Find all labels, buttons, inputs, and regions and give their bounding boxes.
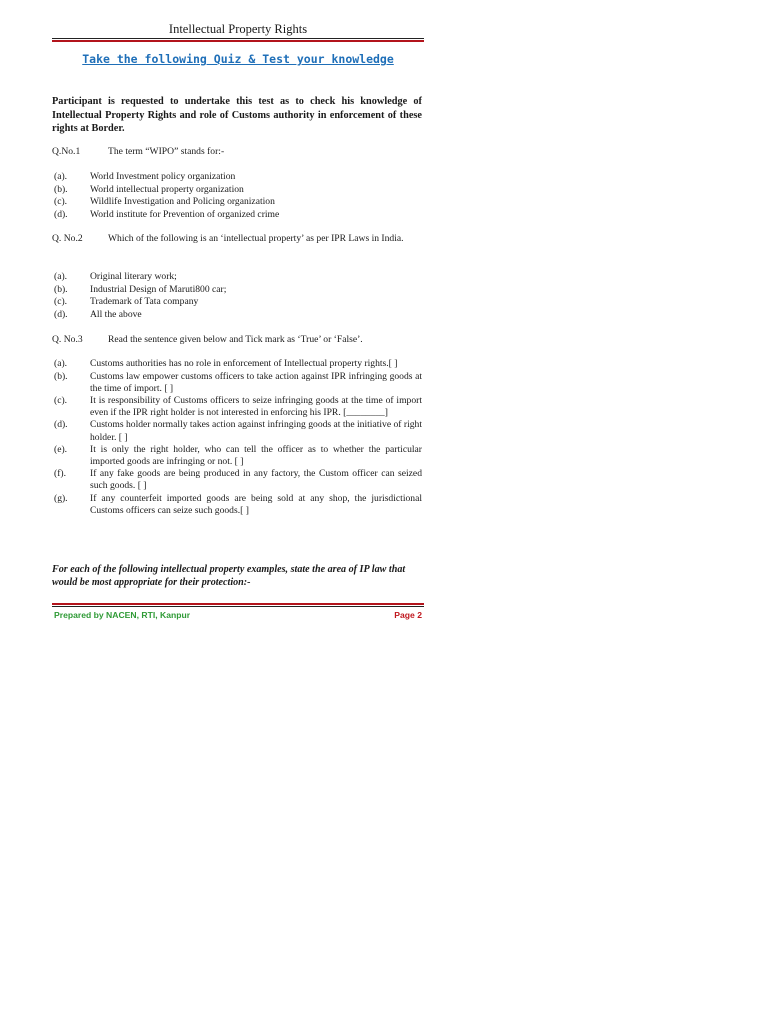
footer-red-rule [52, 603, 424, 605]
statement-label: (g). [54, 492, 68, 504]
footer-page-number: Page 2 [394, 610, 422, 620]
statement-item [52, 371, 422, 395]
footer-divider [52, 606, 424, 607]
question-2 [52, 233, 424, 259]
footer-prepared-by: Prepared by NACEN, RTI, Kanpur [54, 610, 191, 620]
statement-label: (f). [54, 468, 66, 480]
statement-label: (e). [54, 443, 68, 455]
option-label: (b). [54, 183, 68, 195]
option-text: Industrial Design of Maruti800 car; [90, 283, 227, 295]
option-item [52, 296, 424, 309]
statement-text: Customs holder normally takes action against infringing goods at the initiative of right holder. [ ] [90, 419, 422, 443]
statement-text: It is only the right holder, who can tell the officer as to whether the particular imported goods are infringing or not. [ ] [90, 443, 422, 467]
statement-item [52, 358, 422, 371]
option-item [52, 184, 424, 197]
question-1-options [52, 171, 424, 221]
statement-text: Customs law empower customs officers to take action against IPR infringing goods at the time of import. [ ] [90, 370, 422, 394]
option-text: Wildlife Investigation and Policing organization [90, 196, 275, 207]
question-text: Read the sentence given below and Tick mark as ‘True’ or ‘False’. [108, 334, 363, 345]
statement-text: If any fake goods are being produced in any factory, the Custom officer can seized such goods. [ ] [90, 468, 422, 492]
option-label: (a). [54, 171, 68, 182]
option-label: (c). [54, 296, 68, 307]
option-label: (c). [54, 196, 68, 207]
option-text: World intellectual property organization [90, 183, 244, 195]
statement-label: (a). [54, 358, 68, 369]
question-number: Q. No.3 [52, 334, 83, 345]
statement-item [52, 444, 422, 468]
option-item [52, 196, 424, 209]
option-item [52, 209, 424, 222]
statement-item [52, 493, 422, 517]
question-2-options [52, 271, 424, 321]
statement-text: Customs authorities has no role in enforcement of Intellectual property rights.[ ] [90, 358, 398, 369]
statement-text: It is responsibility of Customs officers to seize infringing goods at the time of import even if the IPR right holder is not interested in enforcing his IPR. [________] [90, 394, 422, 419]
option-text: Trademark of Tata company [90, 296, 199, 307]
option-item [52, 309, 424, 322]
option-label: (d). [54, 208, 68, 220]
question-number: Q. No.2 [52, 233, 83, 244]
question-number: Q.No.1 [52, 146, 81, 157]
statement-label: (c). [54, 394, 68, 406]
option-text: World institute for Prevention of organized crime [90, 208, 280, 220]
quiz-title: Take the following Quiz & Test your knowledge [82, 52, 394, 66]
statement-label: (d). [54, 419, 68, 431]
intro-paragraph: Participant is requested to undertake this test as to check his knowledge of Intellectual Property Rights and role of Customs authority in enforcement of these rights at Border. [52, 96, 422, 134]
question-text: Which of the following is an ‘intellectual property’ as per IPR Laws in India. [108, 233, 404, 244]
header-divider [52, 38, 424, 39]
option-text: Original literary work; [90, 271, 177, 282]
statement-item [52, 468, 422, 492]
statement-item [52, 395, 422, 419]
option-text: World Investment policy organization [90, 171, 236, 182]
option-label: (a). [54, 271, 68, 282]
option-item [52, 271, 424, 284]
option-label: (b). [54, 283, 68, 295]
statement-label: (b). [54, 370, 68, 382]
statement-item [52, 419, 422, 443]
question-3-statements [52, 358, 422, 517]
option-item [52, 171, 424, 184]
statement-text: If any counterfeit imported goods are being sold at any shop, the jurisdictional Customs officers can seize such goods.[ ] [90, 492, 422, 516]
question-text: The term “WIPO” stands for:- [108, 146, 225, 157]
option-label: (d). [54, 308, 68, 320]
header-red-rule [52, 40, 424, 42]
closing-instruction: For each of the following intellectual property examples, state the area of IP law that would be most appropriate for their protection:- [52, 564, 406, 588]
running-header: Intellectual Property Rights [168, 22, 308, 36]
option-item [52, 284, 424, 297]
option-text: All the above [90, 308, 142, 320]
